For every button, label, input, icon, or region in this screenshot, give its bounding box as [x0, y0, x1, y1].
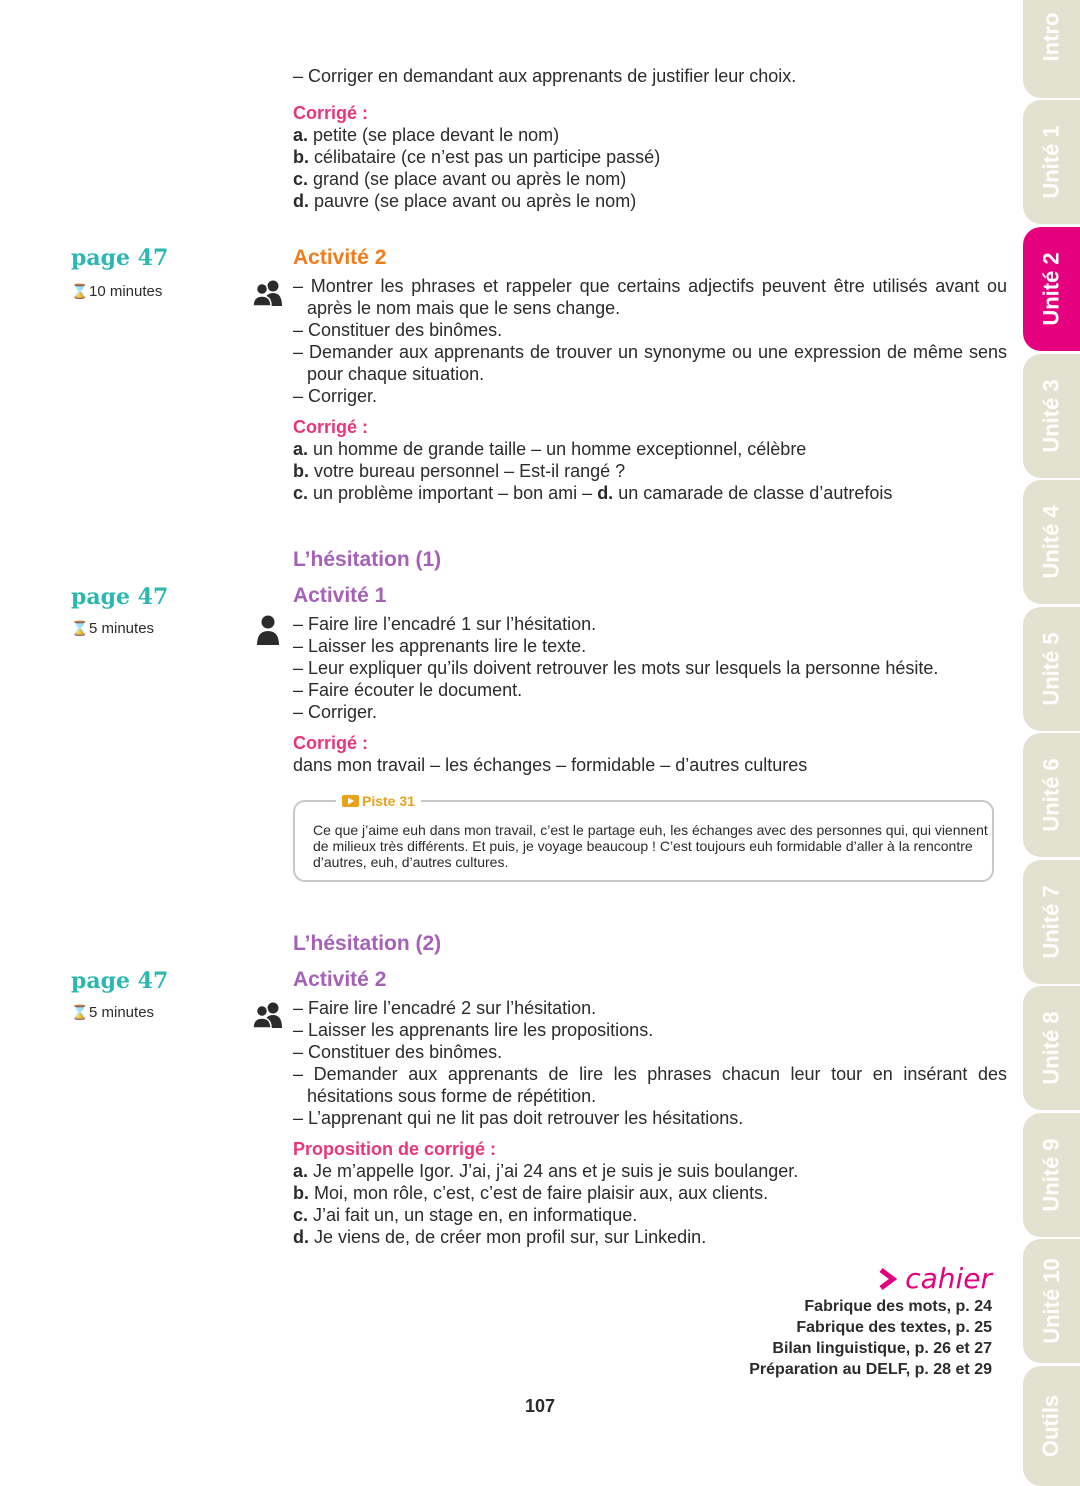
page-reference: page 47	[71, 968, 169, 994]
instruction-item: – Leur expliquer qu’ils doivent retrouver les mots sur lesquels la personne hésite.	[293, 658, 939, 678]
instruction-item: – Constituer des binômes.	[293, 1042, 503, 1062]
cahier-item: Préparation au DELF, p. 28 et 29	[749, 1361, 992, 1378]
answer-c: c. grand (se place avant ou après le nom)	[293, 169, 627, 189]
tab-unite-6[interactable]: Unité 6	[1023, 733, 1080, 857]
answer-b: b. Moi, mon rôle, c’est, c’est de faire plaisir aux, aux clients.	[293, 1183, 769, 1203]
answer-c-d: c. un problème important – bon ami – d. un camarade de classe d’autrefois	[293, 483, 893, 503]
instruction-item: – Laisser les apprenants lire les propositions.	[293, 1020, 654, 1040]
timer: ⌛5 minutes	[71, 620, 155, 637]
answer-c: c. J’ai fait un, un stage en, en informatique.	[293, 1205, 638, 1225]
tab-unite-5[interactable]: Unité 5	[1023, 607, 1080, 731]
corrige-label: Corrigé :	[293, 103, 369, 123]
section-title: L’hésitation (2)	[293, 932, 442, 955]
activity-title: Activité 2	[293, 968, 387, 991]
activity-title: Activité 2	[293, 246, 387, 269]
instruction-list	[293, 613, 938, 723]
timer: ⌛5 minutes	[71, 1004, 155, 1021]
corrige-label: Proposition de corrigé :	[293, 1139, 497, 1159]
timer: ⌛10 minutes	[71, 283, 163, 300]
cahier-heading: cahier	[879, 1262, 992, 1295]
cahier-item: Bilan linguistique, p. 26 et 27	[772, 1340, 992, 1357]
tab-outils[interactable]: Outils	[1023, 1366, 1080, 1486]
pair-icon	[252, 1002, 284, 1028]
tab-unite-3[interactable]: Unité 3	[1023, 354, 1080, 478]
hourglass-icon: ⌛	[71, 1004, 89, 1020]
tab-intro[interactable]: Intro	[1023, 0, 1080, 98]
transcript-text: Ce que j’aime euh dans mon travail, c’est le partage euh, les échanges avec des personnes qui, qui viennent de milieux très différents. Et puis, je voyage beaucoup ! C’est toujours euh formidable d’aller à la rencontre d’autres, euh, d’autres cultures.	[313, 822, 988, 870]
answer-b: b. célibataire (ce n’est pas un participe passé)	[293, 147, 661, 167]
instruction-item: – Corriger.	[293, 702, 378, 722]
instruction-item: – Constituer des binômes.	[293, 320, 503, 340]
answer-a: a. un homme de grande taille – un homme exceptionnel, célèbre	[293, 439, 807, 459]
section-title: L’hésitation (1)	[293, 548, 442, 571]
page-reference: page 47	[71, 245, 169, 271]
instruction-item: – L’apprenant qui ne lit pas doit retrouver les hésitations.	[293, 1108, 744, 1128]
instruction-item: – Faire lire l’encadré 1 sur l’hésitation.	[293, 614, 597, 634]
cahier-list	[749, 1296, 992, 1380]
unit-tabs	[1023, 0, 1080, 1465]
cahier-item: Fabrique des mots, p. 24	[804, 1298, 992, 1315]
instruction-item: – Corriger.	[293, 386, 378, 406]
answer-a: a. petite (se place devant le nom)	[293, 125, 560, 145]
answer-list	[293, 124, 660, 212]
instruction-item: – Faire écouter le document.	[293, 680, 523, 700]
audio-track-label[interactable]: Piste 31	[336, 793, 421, 809]
tab-unite-1[interactable]: Unité 1	[1023, 100, 1080, 224]
pair-icon	[252, 280, 284, 306]
cahier-item: Fabrique des textes, p. 25	[796, 1319, 992, 1336]
tab-unite-8[interactable]: Unité 8	[1023, 986, 1080, 1110]
answer-d: d. pauvre (se place avant ou après le nom)	[293, 191, 637, 211]
tab-unite-9[interactable]: Unité 9	[1023, 1113, 1080, 1237]
answer-a: a. Je m’appelle Igor. J’ai, j’ai 24 ans et je suis je suis boulanger.	[293, 1161, 799, 1181]
chevron-right-icon	[879, 1268, 897, 1290]
tab-unite-10[interactable]: Unité 10	[1023, 1239, 1080, 1363]
answer-line: dans mon travail – les échanges – formidable – d’autres cultures	[293, 755, 808, 775]
instruction-list	[293, 275, 1007, 407]
tab-unite-7[interactable]: Unité 7	[1023, 860, 1080, 984]
instruction-item: – Faire lire l’encadré 2 sur l’hésitation.	[293, 998, 597, 1018]
hourglass-icon: ⌛	[71, 283, 89, 299]
person-icon	[257, 615, 279, 645]
tab-unite-4[interactable]: Unité 4	[1023, 480, 1080, 604]
page-number: 107	[525, 1396, 556, 1416]
instruction-list	[293, 997, 1007, 1129]
answer-d: d. Je viens de, de créer mon profil sur, sur Linkedin.	[293, 1227, 707, 1247]
corrige-label: Corrigé :	[293, 417, 369, 437]
hourglass-icon: ⌛	[71, 620, 89, 636]
instruction-item: – Montrer les phrases et rappeler que certains adjectifs peuvent être utilisés avant ou après le nom mais que le sens change.	[293, 276, 1007, 318]
answer-list	[293, 438, 892, 504]
answer-list	[293, 1160, 798, 1248]
instruction-item: – Laisser les apprenants lire le texte.	[293, 636, 587, 656]
instruction-item: – Demander aux apprenants de trouver un synonyme ou une expression de même sens pour chaque situation.	[293, 342, 1007, 384]
page-reference: page 47	[71, 584, 169, 610]
answer-b: b. votre bureau personnel – Est-il rangé ?	[293, 461, 626, 481]
activity-title: Activité 1	[293, 584, 387, 607]
tab-unite-2[interactable]: Unité 2	[1023, 227, 1080, 351]
play-icon	[342, 795, 359, 807]
instruction-item: – Demander aux apprenants de lire les phrases chacun leur tour en insérant des hésitations sous forme de répétition.	[293, 1064, 1007, 1106]
instruction-line: – Corriger en demandant aux apprenants de justifier leur choix.	[293, 66, 797, 86]
corrige-label: Corrigé :	[293, 733, 369, 753]
